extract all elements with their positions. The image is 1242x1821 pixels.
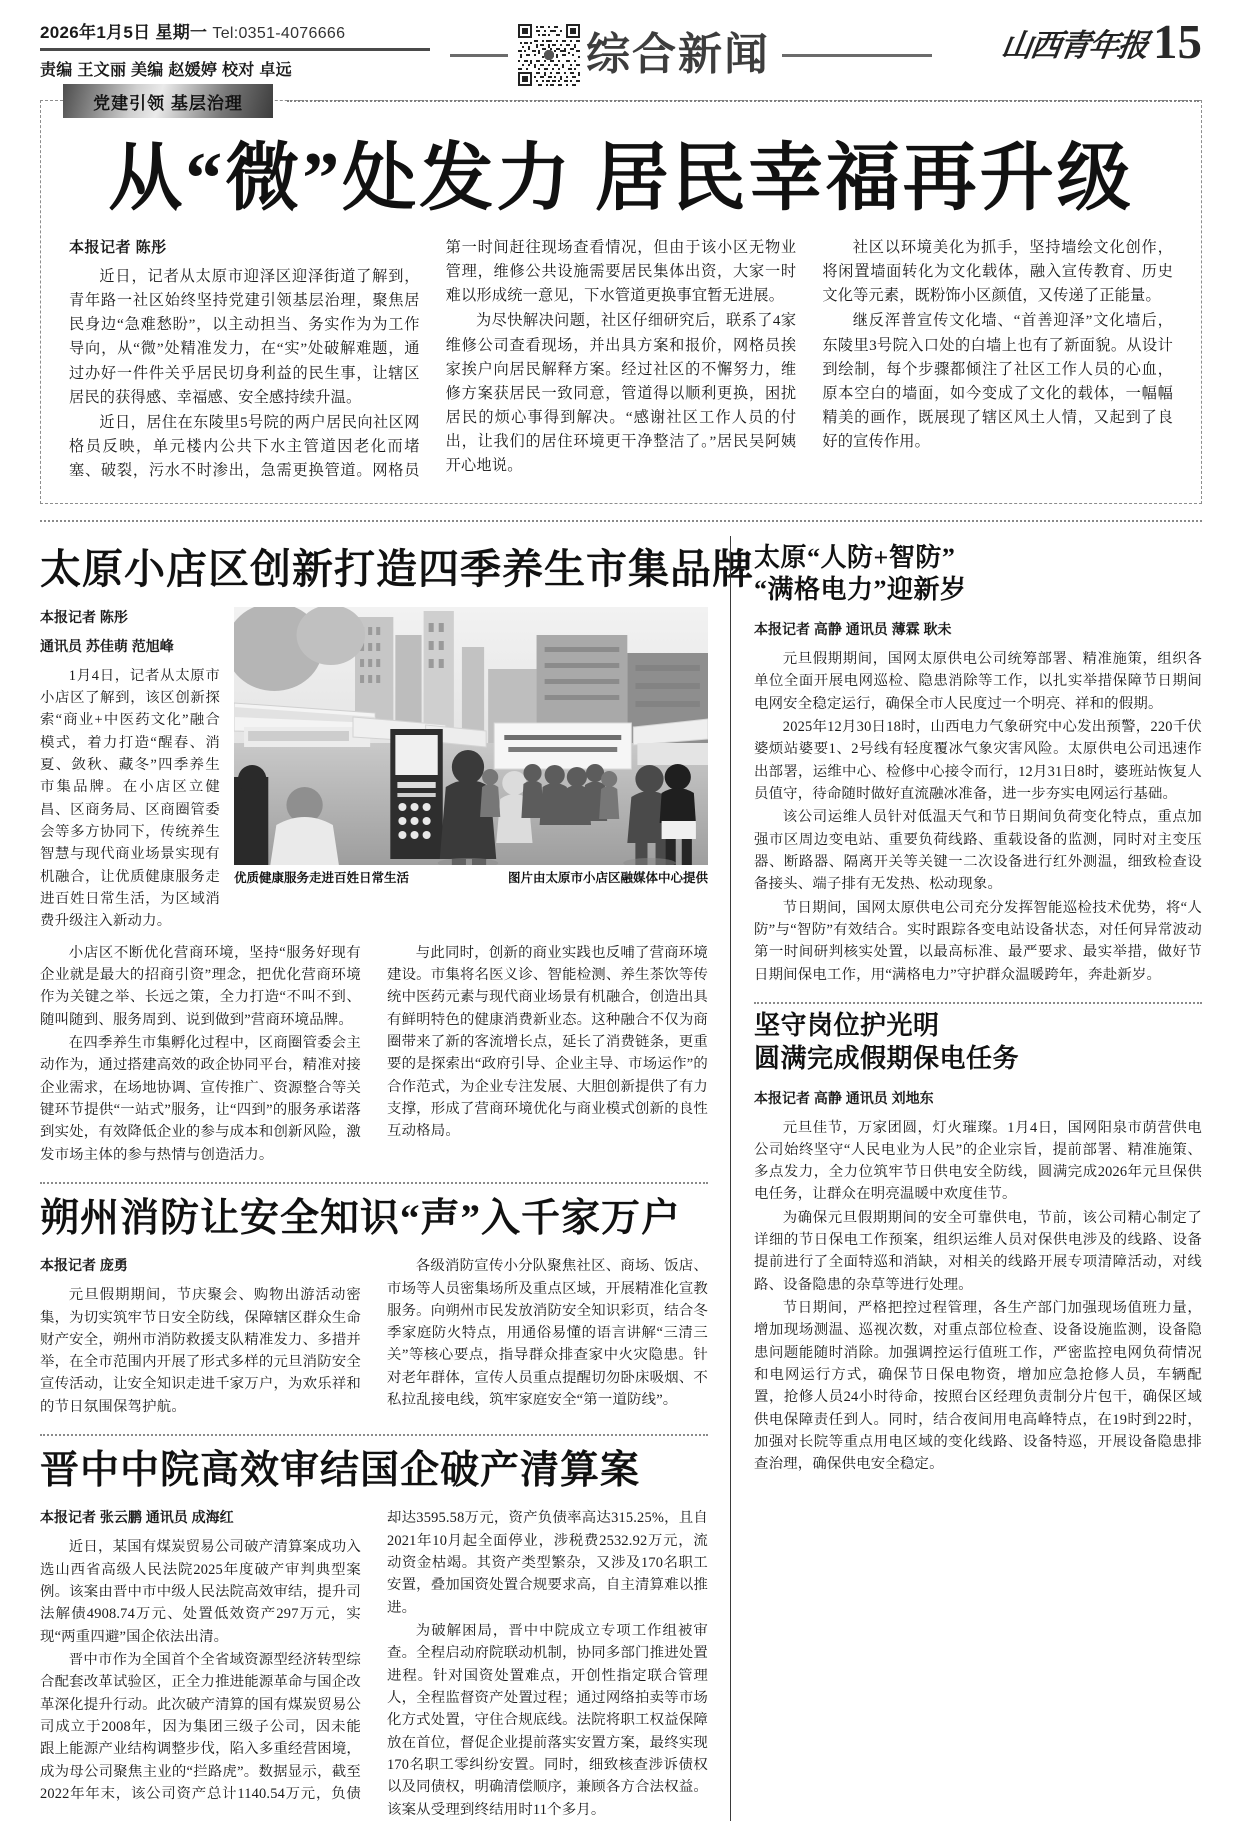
- phone-number: Tel:0351-4076666: [212, 25, 346, 42]
- court-body-columns: [40, 1507, 708, 1821]
- market-byline-correspondent: 通讯员 苏佳萌 范旭峰: [40, 637, 174, 654]
- article-power: [754, 542, 1202, 986]
- masthead-right: [952, 14, 1202, 70]
- rule-right: [782, 54, 932, 57]
- masthead-rule: [40, 48, 430, 51]
- market-body-columns: [40, 942, 708, 1166]
- lead-body-columns: [69, 236, 1173, 482]
- masthead-left: [40, 18, 430, 80]
- guard-paragraph: 为确保元旦假期期间的安全可靠供电，节前，该公司精心制定了详细的节日保电工作预案，组织运维人员对保供电涉及的线路、设备提前进行了全面特巡和消缺，对相关的线路开展专项清障活动，对线路、设备隐患的杂草等进行处理。: [754, 1209, 1202, 1293]
- fire-byline: 本报记者 庞勇: [40, 1257, 128, 1274]
- section-tag-bar: [63, 84, 1201, 118]
- market-paragraph: 1月4日，记者从太原市小店区了解到，该区创新探索“商业+中医药文化”融合模式，着力打造“醒春、消夏、敛秋、藏冬”四季养生市集品牌。在小店区立健昌、区商务局、区商圈管委会等多方协同下，传统养生智慧与现代商业场景实现有机融合，让优质健康服务走进百姓日常生活，为区域消费升级注入新动力。: [40, 667, 220, 930]
- court-paragraph: 为破解困局，晋中中院成立专项工作组被审查。全程启动府院联动机制，协同多部门推进处置进程。针对国资处置难点，开创性指定联合管理人，全程监督资产处置过程；通过网络拍卖等市场化方式处置，守住合规底线。法院将职工权益保障放在首位，督促企业提前落实安置方案，最终实现170名职工零纠纷安置。同时，细致核查涉诉债权以及同债权，明确清偿顺序，兼顾各方合法权益。该案从受理到终结用时11个多月。: [387, 1623, 708, 1818]
- rule-left: [450, 54, 508, 57]
- guard-headline: [754, 1010, 1202, 1076]
- article-court: [40, 1448, 708, 1821]
- divider-dotted-3: [40, 1434, 708, 1436]
- market-byline-reporter: 本报记者 陈彤: [40, 608, 128, 625]
- lead-paragraph: 为尽快解决问题，社区仔细研究后，联系了4家维修公司查看现场，并出具方案和报价，网格员挨家挨户向居民解释方案。经过社区的不懈努力，维修方案获居民一致同意，管道得以顺利更换，困扰居民的烦心事得到解决。“感谢社区工作人员的付出，让我们的居住环境更干净整洁了。”居民吴阿姨开心地说。: [445, 312, 797, 474]
- market-photo-image: [234, 607, 708, 865]
- power-headline: [754, 542, 1202, 608]
- divider-dotted-4: [754, 1002, 1202, 1004]
- market-caption: [234, 868, 708, 886]
- section-tag: [63, 84, 273, 118]
- market-photo-row: [40, 607, 708, 934]
- lead-byline: 本报记者 陈彤: [69, 239, 167, 257]
- market-paragraph: 小店区不断优化营商环境，坚持“服务好现有企业就是最大的招商引资”理念，把优化营商环境作为关键之举、长远之策，全力打造“不叫不到、随叫随到、服务周到、说到做到”营商环境品牌。: [40, 944, 361, 1028]
- lead-paragraph: 继反浑普宣传文化墙、“首善迎泽”文化墙后，东陵里3号院入口处的白墙上也有了新面貌。从设计到绘制，每个步骤都倾注了社区工作人员的心血，原本空白的墙面，如今变成了文化的载体，一幅幅精美的画作，既展现了辖区风土人情，又起到了良好的宣传作用。: [822, 312, 1173, 450]
- market-caption-left: 优质健康服务走进百姓日常生活: [234, 870, 410, 885]
- power-byline: 本报记者 高静 通讯员 薄霖 耿未: [754, 621, 952, 638]
- guard-paragraph: 元旦佳节，万家团圆，灯火璀璨。1月4日，国网阳泉市荫营供电公司始终坚守“人民电业为人民”的企业宗旨，提前部署、精准施策、多点发力，全力位筑牢节日供电安全防线，圆满完成2026年元旦保供电任务，让群众在明亮温暖中欢度佳节。: [754, 1119, 1202, 1203]
- right-column: [732, 536, 1202, 1821]
- lead-article: [40, 93, 1202, 504]
- market-paragraph: 在四季养生市集孵化过程中，区商圈管委会主动作为，通过搭建高效的政企协同平台，精准对接企业需求，在场地协调、宣传推广、资源整合等关键环节提供“一站式”服务，让“四到”的服务承诺落到实处，有效降低企业的参与成本和创新风险，激发市场主体的参与热情与创造活力。: [40, 1034, 361, 1163]
- main-content-grid: [40, 536, 1202, 1821]
- page-number: 15: [1153, 14, 1202, 70]
- power-headline-line2: “满格电力”迎新岁: [754, 575, 967, 605]
- market-intro-column: [40, 607, 220, 934]
- lead-headline: 从“微”处发力 居民幸福再升级: [108, 138, 1134, 220]
- court-headline: 晋中中院高效审结国企破产清算案: [40, 1449, 641, 1493]
- power-paragraph: 元旦假期期间，国网太原供电公司统筹部署、精准施策，组织各单位全面开展电网巡检、隐患消除等工作，以扎实举措保障节日期间电网安全稳定运行，确保全市人民度过一个明亮、祥和的假期。: [754, 651, 1202, 712]
- court-paragraph: 晋中市作为全国首个全省域资源型经济转型综合配套改革试验区，正全力推进能源革命与国企改革深化提升行动。此次破产清算的国有煤炭贸易公司成立于2008年，因为集团三级子公司，因未能跟上能源产业结构调整步伐，陷入多重经营困境，成为母公司聚焦主业的“拦路虎”。数据显示，截至2022年年末，该公司资产总计1140.54万元，负债却达3595.58万元，资产负债率高达315.25%，且自2021年10月起全面停业，涉税费2532.92万元，流动资金枯竭。其资产类型繁杂，又涉及170名职工安置，叠加国资处置合规要求高，自主清算难以推进。: [40, 1510, 708, 1802]
- power-paragraph: 节日期间，国网太原供电公司充分发挥智能巡检技术优势，将“人防”与“智防”有效结合。实时跟踪各变电站设备状态，对任何异常波动第一时间研判核实处置，以最高标准、最严要求、最实举措，做好节日期间保电工作，用“满格电力”守护群众温暖跨年，奔赴新岁。: [754, 899, 1202, 983]
- fire-paragraph: 元旦假期期间，节庆聚会、购物出游活动密集，为切实筑牢节日安全防线，保障辖区群众生命财产安全，朔州市消防救援支队精准发力、多措并举，在全市范围内开展了形式多样的元旦消防安全宣传活动，让安全知识走进千家万户，为欢乐祥和的节日氛围保驾护航。: [40, 1287, 361, 1415]
- lead-paragraph: 社区以环境美化为抓手，坚持墙绘文化创作，将闲置墙面转化为文化载体，融入宣传教育、历史文化等元素，既粉饰小区颜值，又传递了正能量。: [822, 239, 1173, 305]
- masthead-dateline: [40, 18, 430, 43]
- masthead-credits: 责编 王文丽 美编 赵媛婷 校对 卓远: [40, 62, 292, 79]
- article-guard: [754, 1010, 1202, 1476]
- masthead-center: [430, 24, 952, 86]
- court-paragraph: 近日，某国有煤炭贸易公司破产清算案成功入选山西省高级人民法院2025年度破产审判典型案例。该案由晋中市中级人民法院高效审结，提升司法解债4908.74万元、处置低效资产297万元，实现“两重四避”国企依法出清。: [40, 1539, 361, 1645]
- fire-headline: 朔州消防让安全知识“声”入千家万户: [40, 1196, 682, 1240]
- power-headline-line1: 太原“人防+智防”: [754, 542, 956, 572]
- lead-paragraph: 近日，居住在东陵里5号院的两户居民向社区网格员反映，单元楼内公共下水主管道因老化而堵塞、破裂，污水不时渗出，急需更换管道。网格员第一时间赶往现场查看情况，但由于该小区无物业管理，维修公共设施需要居民集体出资，大家一时难以形成统一意见，下水管道更换事宜暂无进展。: [69, 239, 797, 479]
- guard-paragraph: 节日期间，严格把控过程管理，各生产部门加强现场值班力量，增加现场测温、巡视次数，对重点部位检查、设备设施监测，设备隐患问题能随时消除。加强调控运行值班工作，严密监控电网负荷情况和电网运行方式，确保节日保电物资，增加应急抢修人员，车辆配置，抢修人员24小时待命，按照台区经理负责制分片包干，确保区域供电保障责任到人。同时，结合夜间用电高峰特点，在19时到22时，加强对长院等重点用电区域的变化线路、设备特巡，开展设备隐患排查治理，确保供电安全稳定。: [754, 1300, 1202, 1473]
- paper-logo: 山西青年报: [999, 28, 1150, 63]
- guard-byline: 本报记者 高静 通讯员 刘地东: [754, 1089, 934, 1106]
- divider-dotted-1: [40, 520, 1202, 522]
- market-headline: 太原小店区创新打造四季养生市集品牌: [40, 545, 754, 592]
- guard-headline-line2: 圆满完成假期保电任务: [754, 1043, 1020, 1073]
- left-column: [40, 536, 754, 1821]
- guard-headline-line1: 坚守岗位护光明: [754, 1011, 940, 1040]
- power-paragraph: 该公司运维人员针对低温天气和节日期间负荷变化特点，重点加强市区周边变电站、重要负荷线路、重载设备的监测，同时对主变压器、断路器、隔离开关等关键一二次设备进行红外测温，细致检查设备接头、端子排有无发热、松动现象。: [754, 809, 1202, 893]
- market-figure: [234, 607, 708, 886]
- lead-paragraph: 近日，记者从太原市迎泽区迎泽街道了解到，青年路一社区始终坚持党建引领基层治理，聚焦居民身边“急难愁盼”，以主动担当、务实作为为工作导向，从“微”处精准发力，在“实”处破解难题，通过办好一件件关乎居民切身利益的民生事，让辖区居民的获得感、幸福感、安全感持续升温。: [69, 268, 420, 406]
- article-market: [40, 545, 754, 1166]
- article-fire: [40, 1196, 708, 1418]
- divider-dotted-2: [40, 1182, 708, 1184]
- tag-dotted-rule: [287, 100, 1199, 102]
- market-photo: [234, 607, 708, 865]
- section-title: 综合新闻: [586, 30, 770, 79]
- power-paragraph: 2025年12月30日18时，山西电力气象研究中心发出预警，220千伏婆烦站婆要1、2号线有轻度覆冰气象灾害风险。太原供电公司迅速作出部署，运维中心、检修中心接令而行，12月31日8时，婆班站恢复人员值守，待命随时做好直流融冰准备，进一步夯实电网运行基础。: [754, 719, 1202, 803]
- market-caption-right: 图片由太原市小店区融媒体中心提供: [507, 870, 708, 885]
- qr-code-icon[interactable]: [518, 24, 580, 86]
- fire-body-columns: [40, 1255, 708, 1418]
- fire-paragraph: 各级消防宣传小分队聚焦社区、商场、饭店、市场等人员密集场所及重点区域，开展精准化宣教服务。向朔州市民发放消防安全知识彩页，结合冬季家庭防火特点，用通俗易懂的语言讲解“三清三关”等核心要点，指导群众排查家中火灾隐患。针对老年群体，宣传人员重点提醒切勿卧床吸烟、不私拉乱接电线，筑牢家庭安全“第一道防线”。: [387, 1258, 708, 1409]
- publication-date: 2026年1月5日 星期一: [40, 23, 208, 42]
- section-tag-label: 党建引领 基层治理: [93, 93, 243, 113]
- market-paragraph: 与此同时，创新的商业实践也反哺了营商环境建设。市集将名医义诊、智能检测、养生茶饮等传统中医药元素与现代商业场景有机融合，创造出具有鲜明特色的健康消费新业态。这种融合不仅为商圈带来了新的客流增长点，延长了消费链条，更重要的是探索出“政府引导、企业主导、市场运作”的合作范式，为企业专注发展、大胆创新提供了有力支撑，形成了营商环境优化与商业模式创新的良性互动格局。: [387, 944, 708, 1140]
- court-byline: 本报记者 张云鹏 通讯员 成海红: [40, 1509, 234, 1526]
